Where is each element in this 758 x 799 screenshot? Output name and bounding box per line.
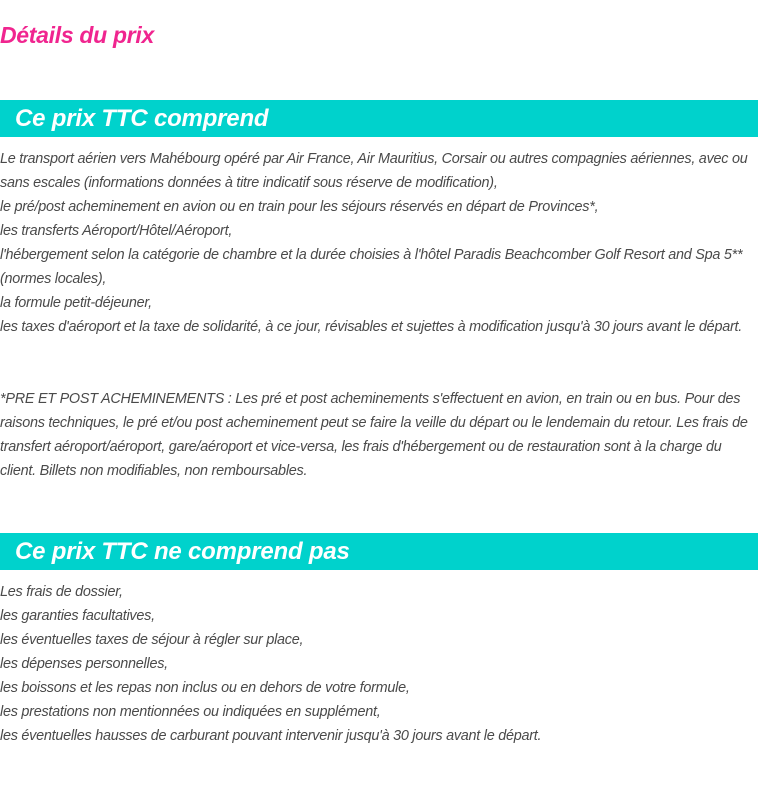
excluded-item: les boissons et les repas non inclus ou en dehors de votre formule, [0, 680, 410, 696]
included-item: la formule petit-déjeuner, [0, 295, 152, 311]
included-item: l'hébergement selon la catégorie de chambre et la durée choisies à l'hôtel Paradis Beachcomber Golf Resort and Spa 5** (normes locales), [0, 247, 743, 287]
excluded-section-header [0, 533, 758, 570]
excluded-item: les éventuelles hausses de carburant pouvant intervenir jusqu'à 30 jours avant le départ. [0, 728, 542, 744]
excluded-item: Les frais de dossier, [0, 584, 123, 600]
included-heading: Ce prix TTC comprend [15, 105, 269, 132]
excluded-item: les dépenses personnelles, [0, 656, 168, 672]
included-item: les taxes d'aéroport et la taxe de solidarité, à ce jour, révisables et sujettes à modification jusqu'à 30 jours avant le départ. [0, 319, 742, 335]
included-item: les transferts Aéroport/Hôtel/Aéroport, [0, 223, 233, 239]
acheminement-note [0, 387, 758, 483]
page-title: Détails du prix [0, 22, 154, 48]
included-list [0, 147, 758, 339]
included-item: le pré/post acheminement en avion ou en train pour les séjours réservés en départ de Provinces*, [0, 199, 599, 215]
excluded-item: les garanties facultatives, [0, 608, 155, 624]
included-section-header [0, 100, 758, 137]
excluded-item: les éventuelles taxes de séjour à régler sur place, [0, 632, 304, 648]
excluded-item: les prestations non mentionnées ou indiquées en supplément, [0, 704, 381, 720]
excluded-list [0, 580, 758, 748]
acheminement-note-text: *PRE ET POST ACHEMINEMENTS : Les pré et post acheminements s'effectuent en avion, en train ou en bus. Pour des raisons techniques, le pré et/ou post acheminement peut se faire la veille du départ ou le lendemain du retour. Les frais de transfert aéroport/aéroport, gare/aéroport et vice-versa, les frais d'hébergement ou de restauration sont à la charge du client. Billets non modifiables, non remboursables. [0, 391, 748, 479]
included-item: Le transport aérien vers Mahébourg opéré par Air France, Air Mauritius, Corsair ou autres compagnies aériennes, avec ou sans escales (informations données à titre indicatif sous réserve de modification), [0, 151, 748, 191]
excluded-heading: Ce prix TTC ne comprend pas [15, 538, 350, 565]
